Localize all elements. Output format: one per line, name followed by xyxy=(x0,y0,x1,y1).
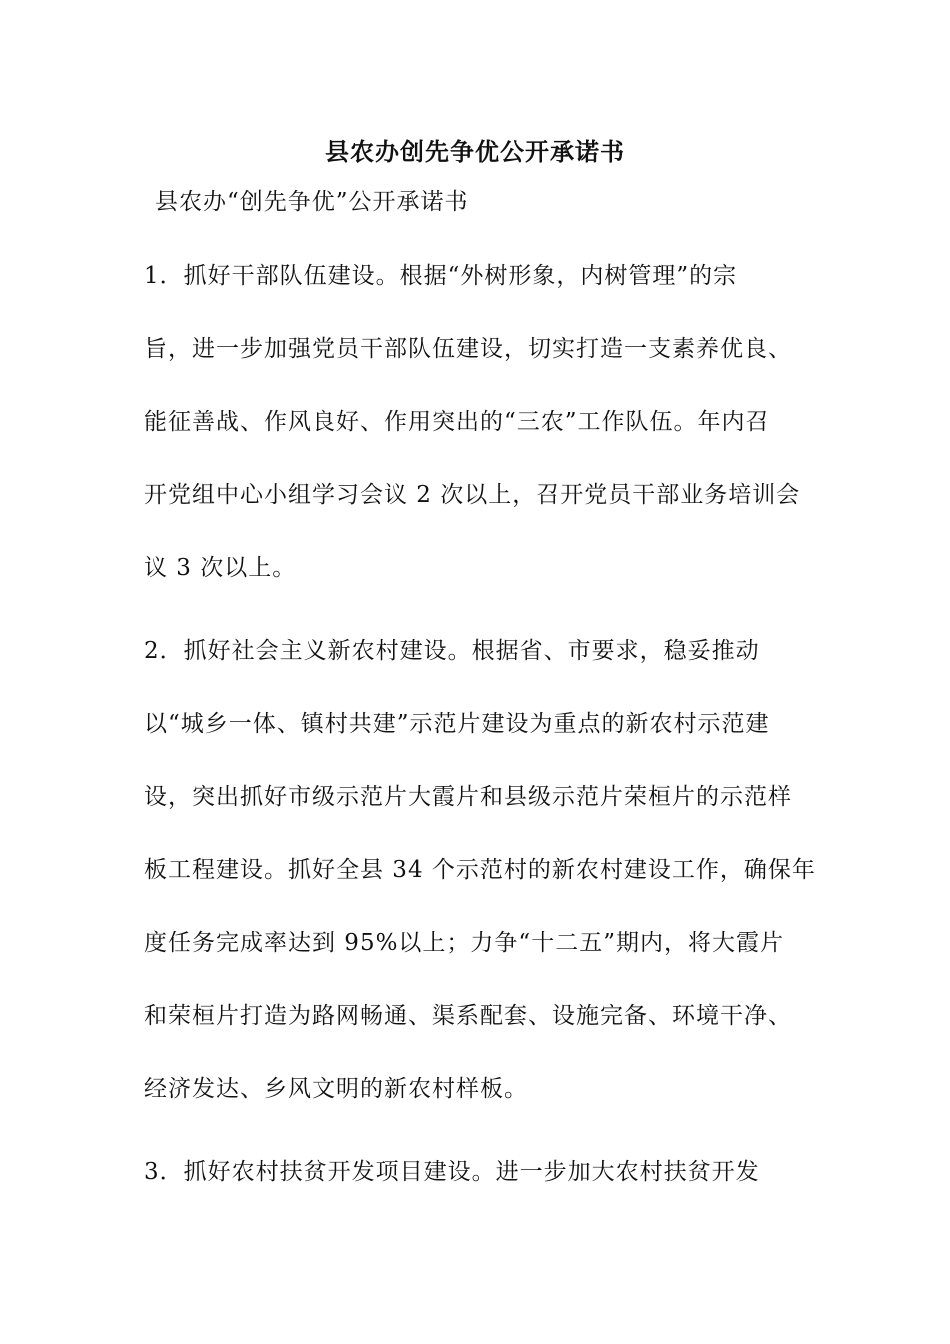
body-line: 度任务完成率达到 95%以上；力争“十二五”期内，将大霞片 xyxy=(144,930,784,956)
document-title: 县农办创先争优公开承诺书 xyxy=(325,137,625,166)
body-line: 议 3 次以上。 xyxy=(144,555,297,581)
body-line: 1．抓好干部队伍建设。根据“外树形象，内树管理”的宗 xyxy=(144,263,738,289)
body-line: 以“城乡一体、镇村共建”示范片建设为重点的新农村示范建 xyxy=(144,711,770,737)
body-line: 2．抓好社会主义新农村建设。根据省、市要求，稳妥推动 xyxy=(144,638,760,664)
body-line: 开党组中心小组学习会议 2 次以上，召开党员干部业务培训会 xyxy=(144,482,801,508)
document-subtitle: 县农办“创先争优”公开承诺书 xyxy=(155,189,469,215)
body-line: 3．抓好农村扶贫开发项目建设。进一步加大农村扶贫开发 xyxy=(144,1159,760,1185)
body-line: 板工程建设。抓好全县 34 个示范村的新农村建设工作，确保年 xyxy=(144,857,816,883)
body-line: 设，突出抓好市级示范片大霞片和县级示范片荣桓片的示范样 xyxy=(144,784,792,810)
body-line: 和荣桓片打造为路网畅通、渠系配套、设施完备、环境干净、 xyxy=(144,1003,792,1029)
body-line: 旨，进一步加强党员干部队伍建设，切实打造一支素养优良、 xyxy=(144,336,792,362)
body-line: 能征善战、作风良好、作用突出的“三农”工作队伍。年内召 xyxy=(144,409,770,435)
body-line: 经济发达、乡风文明的新农村样板。 xyxy=(144,1076,528,1102)
